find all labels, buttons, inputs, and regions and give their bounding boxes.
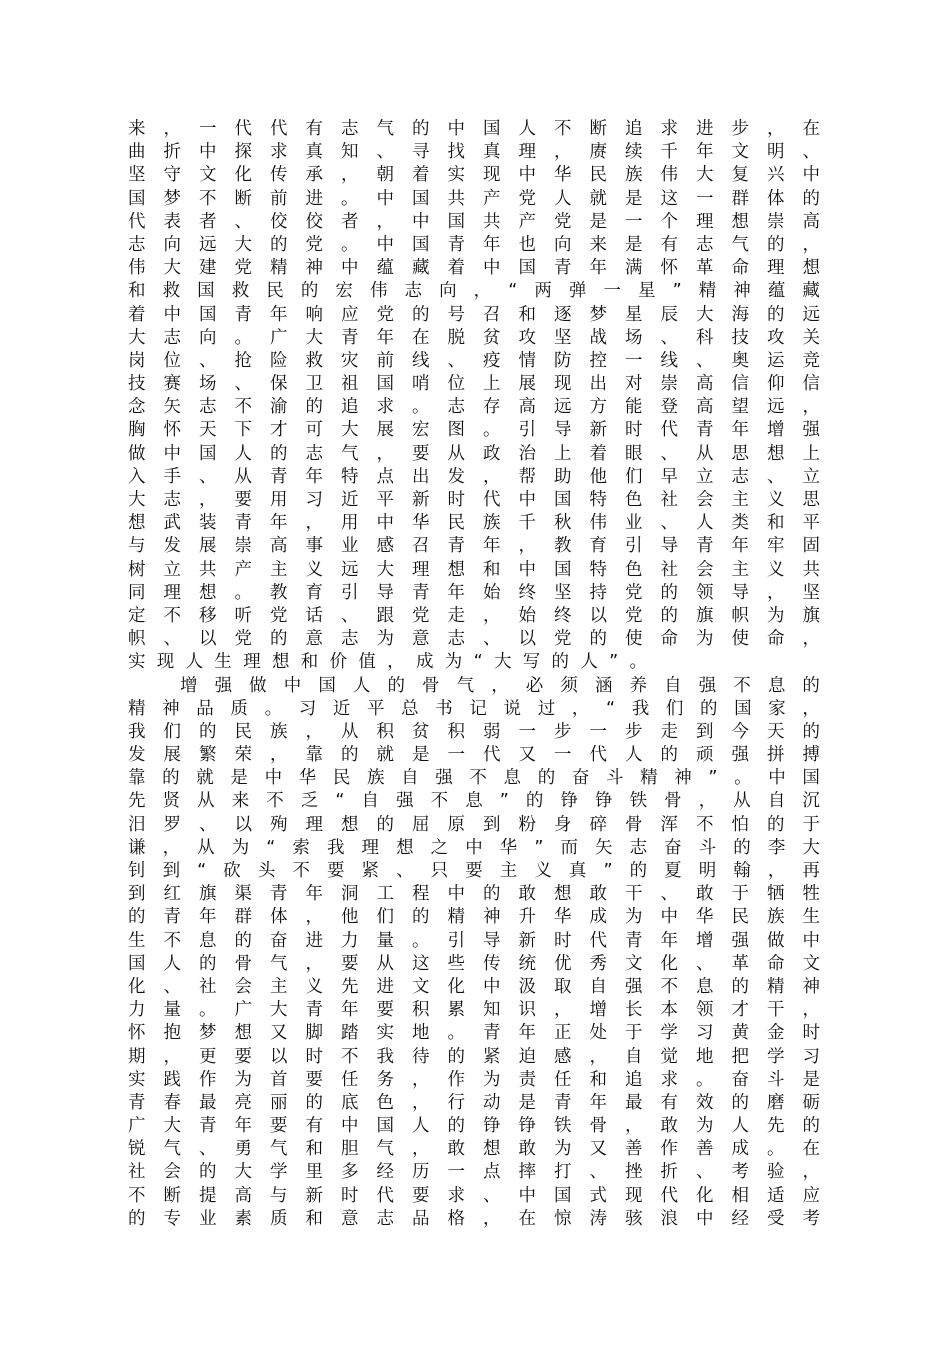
text-line: 锐 气 、 勇 气 和 胆 气 ， 敢 想 敢 为 又 善 作 善 成 。 在 [128, 1139, 820, 1160]
text-line: 岗 位 、 抢 险 救 灾 前 线 、 疫 情 防 控 一 线 、 奥 运 竞 [128, 350, 820, 371]
text-line: 青 春 最 亮 丽 的 底 色 ， 行 动 是 青 年 最 有 效 的 磨 砺 [128, 1092, 820, 1113]
text-line: 国 人 的 骨 气 ， 要 从 这 些 传 统 优 秀 文 化 、 革 命 文 [128, 953, 820, 974]
text-line: 谦 ， 从 为 “ 索 我 理 想 之 中 华 ” 而 矢 志 奋 斗 的 李 大 [128, 837, 820, 858]
text-line: 社 会 的 大 学 里 多 经 历 一 点 摔 打 、 挫 折 、 考 验 ， [128, 1162, 820, 1183]
text-line: 的 青 年 群 体 ， 他 们 的 精 神 升 华 成 为 中 华 民 族 生 [128, 907, 820, 928]
text-line: 做 中 国 人 的 志 气 ， 要 从 政 治 上 着 眼 、 从 思 想 上 [128, 443, 820, 464]
text-line: 到 红 旗 渠 青 年 洞 工 程 中 的 敢 想 敢 干 、 敢 于 牺 牲 [128, 884, 820, 905]
text-line: 技 赛 场 、 保 卫 祖 国 哨 位 上 展 现 出 对 崇 高 信 仰 信 [128, 374, 820, 395]
text-line: 发 展 繁 荣 ， 靠 的 就 是 一 代 又 一 代 人 的 顽 强 拼 搏 [128, 745, 820, 766]
text-line: 实 现 人 生 理 想 和 价 值 ， 成 为 “ 大 写 的 人 ” 。 [128, 652, 647, 673]
text-line: 来 ， 一 代 代 有 志 气 的 中 国 人 不 断 追 求 进 步 ， 在 [128, 119, 820, 139]
text-line: 国 梦 不 断 前 进 。 中 国 共 产 党 人 就 是 这 一 群 体 的 [128, 188, 820, 209]
text-line: 着 中 国 青 年 响 应 党 的 号 召 和 逐 梦 星 辰 大 海 的 远 [128, 304, 820, 325]
text-line: 钊 到 “ 砍 头 不 要 紧 、 只 要 主 义 真 ” 的 夏 明 翰 ， 再 [128, 861, 820, 881]
text-line: 广 大 青 年 要 有 中 国 人 的 铮 铮 铁 骨 ， 敢 为 人 先 的 [128, 1116, 820, 1137]
text-line: 精 神 品 质 。 习 近 平 总 书 记 说 过 ， “ 我 们 的 国 家 ， [128, 698, 820, 719]
text-line: 帜 、 以 党 的 意 志 为 意 志 、 以 党 的 使 命 为 使 命 ， [128, 629, 820, 650]
text-line: 与 发 展 崇 高 事 业 感 召 青 年 ， 教 育 引 导 青 年 牢 固 [128, 536, 820, 557]
text-line: 的 专 业 素 质 和 意 志 品 格 ， 在 惊 涛 骇 浪 中 经 受 考 [128, 1208, 820, 1229]
text-line: 和 救 国 救 民 的 宏 伟 志 向 ， “ 两 弹 一 星 ” 精 神 蕴 藏 [128, 281, 820, 302]
text-line: 定 不 移 听 党 话 、 跟 党 走 ， 始 终 以 党 的 旗 帜 为 旗 [128, 605, 820, 626]
text-line: 代 表 者 、 佼 佼 者 ， 中 国 共 产 党 是 一 个 理 想 崇 高 [128, 211, 820, 232]
text-line: 想 武 装 青 年 ， 用 中 华 民 族 千 秋 伟 业 、 人 类 和 平 [128, 513, 820, 534]
text-line: 增 强 做 中 国 人 的 骨 气 ， 必 须 涵 养 自 强 不 息 的 [180, 675, 820, 696]
text-line: 坚 守 文 化 传 承 ， 朝 着 实 现 中 华 民 族 伟 大 复 兴 中 [128, 165, 820, 186]
text-line: 我 们 的 民 族 ， 从 积 贫 积 弱 一 步 一 步 走 到 今 天 的 [128, 721, 820, 742]
text-line: 念 矢 志 不 渝 的 追 求 。 志 存 高 远 方 能 登 高 望 远 ， [128, 397, 820, 418]
text-line: 生 不 息 的 奋 进 力 量 。 引 导 新 时 代 青 年 增 强 做 中 [128, 930, 820, 951]
text-line: 力 量 。 广 大 青 年 要 积 累 知 识 ， 增 长 本 领 才 干 ， [128, 1000, 820, 1021]
text-line: 同 理 想 。 教 育 引 导 青 年 始 终 坚 持 党 的 领 导 ， 坚 [128, 582, 820, 603]
text-line: 不 断 提 高 与 新 时 代 要 求 、 中 国 式 现 代 化 相 适 应 [128, 1185, 820, 1206]
text-line: 胸 怀 天 下 才 可 大 展 宏 图 。 引 导 新 时 代 青 年 增 强 [128, 420, 820, 441]
text-line: 期 ， 更 要 以 时 不 我 待 的 紧 迫 感 ， 自 觉 地 把 学 习 [128, 1046, 820, 1067]
text-line: 志 向 远 大 的 党 。 中 国 青 年 也 向 来 是 有 志 气 的 ， [128, 234, 820, 255]
text-line: 伟 大 建 党 精 神 中 蕴 藏 着 中 国 青 年 满 怀 革 命 理 想 [128, 258, 820, 279]
body-text [128, 118, 820, 1231]
text-line: 入 手 、 从 青 年 特 点 出 发 ， 帮 助 他 们 早 立 志 、 立 [128, 466, 820, 487]
text-line: 实 践 作 为 首 要 任 务 ， 作 为 责 任 和 追 求 。 奋 斗 是 [128, 1069, 820, 1090]
text-line: 树 立 共 产 主 义 远 大 理 想 和 中 国 特 色 社 会 主 义 共 [128, 559, 820, 580]
text-line: 怀 抱 梦 想 又 脚 踏 实 地 。 青 年 正 处 于 学 习 黄 金 时 [128, 1023, 820, 1044]
text-line: 大 志 向 。 广 大 青 年 在 脱 贫 攻 坚 战 场 、 科 技 攻 关 [128, 327, 820, 348]
text-line: 曲 折 中 探 求 真 知 、 寻 找 真 理 ， 赓 续 千 年 文 明 、 [128, 142, 820, 163]
text-line: 大 志 ， 要 用 习 近 平 新 时 代 中 国 特 色 社 会 主 义 思 [128, 490, 820, 510]
text-line: 汨 罗 、 以 殉 理 想 的 屈 原 到 粉 身 碎 骨 浑 不 怕 的 于 [128, 814, 820, 835]
text-line: 化 、 社 会 主 义 先 进 文 化 中 汲 取 自 强 不 息 的 精 神 [128, 976, 820, 997]
text-line: 先 贤 从 来 不 乏 “ 自 强 不 息 ” 的 铮 铮 铁 骨 ， 从 自 沉 [128, 791, 820, 812]
text-line: 靠 的 就 是 中 华 民 族 自 强 不 息 的 奋 斗 精 神 ” 。 中 国 [128, 768, 820, 789]
